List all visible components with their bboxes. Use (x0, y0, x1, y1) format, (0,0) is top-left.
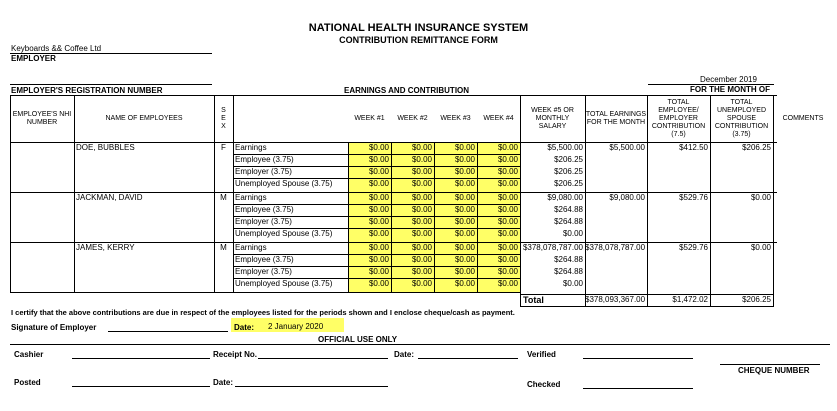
employee-name: JAMES, KERRY (76, 243, 135, 252)
week-cell[interactable]: $0.00 (497, 217, 518, 226)
verified-line[interactable] (583, 358, 693, 359)
row-label: Earnings (235, 243, 267, 252)
week5-cell[interactable]: $264.88 (554, 217, 583, 226)
week-cell[interactable]: $0.00 (411, 205, 432, 214)
week-cell[interactable]: $0.00 (497, 143, 518, 152)
col-total-earnings: TOTAL EARNINGS FOR THE MONTH (585, 111, 647, 126)
week5-cell[interactable]: $206.25 (554, 167, 583, 176)
cashier-label: Cashier (14, 350, 44, 359)
week-cell[interactable]: $0.00 (411, 255, 432, 264)
total-earnings-cell: $5,500.00 (609, 143, 645, 152)
week-cell[interactable]: $0.00 (368, 217, 389, 226)
week-cell[interactable]: $0.00 (368, 143, 389, 152)
reg-underline (10, 84, 212, 85)
total-contrib-cell: $412.50 (679, 143, 708, 152)
date-label: Date: (234, 323, 255, 332)
week5-cell[interactable]: $264.88 (554, 267, 583, 276)
week-cell[interactable]: $0.00 (368, 267, 389, 276)
row-label: Employee (3.75) (235, 155, 294, 164)
signature-line[interactable] (108, 331, 228, 332)
week-cell[interactable]: $0.00 (454, 267, 475, 276)
receipt-line[interactable] (258, 358, 388, 359)
period-label: FOR THE MONTH OF (690, 85, 770, 94)
employee-name: JACKMAN, DAVID (76, 193, 143, 202)
week-cell[interactable]: $0.00 (454, 229, 475, 238)
week-cell[interactable]: $0.00 (454, 243, 475, 252)
week-cell[interactable]: $0.00 (368, 229, 389, 238)
employee-sex: M (220, 243, 227, 252)
total-contrib-cell: $529.76 (679, 193, 708, 202)
week-cell[interactable]: $0.00 (497, 243, 518, 252)
week-cell[interactable]: $0.00 (454, 279, 475, 288)
row-label: Unemployed Spouse (3.75) (235, 179, 333, 188)
week-cell[interactable]: $0.00 (368, 205, 389, 214)
row-label: Earnings (235, 193, 267, 202)
col-sex: S E X (221, 107, 226, 130)
employee-sex: F (221, 143, 226, 152)
week-cell[interactable]: $0.00 (411, 279, 432, 288)
week5-cell[interactable]: $206.25 (554, 179, 583, 188)
week5-cell[interactable]: $264.88 (554, 255, 583, 264)
week-cell[interactable]: $0.00 (454, 155, 475, 164)
checked-line[interactable] (583, 388, 693, 389)
posted-label: Posted (14, 378, 41, 387)
week-cell[interactable]: $0.00 (368, 155, 389, 164)
week-cell[interactable]: $0.00 (454, 255, 475, 264)
employee-sex: M (220, 193, 227, 202)
checked-label: Checked (527, 380, 561, 389)
posted-line[interactable] (72, 386, 210, 387)
form-subtitle: CONTRIBUTION REMITTANCE FORM (339, 35, 498, 45)
receipt-label: Receipt No. (213, 350, 258, 359)
official-date-line[interactable] (418, 358, 518, 359)
row-label: Employee (3.75) (235, 205, 294, 214)
week-cell[interactable]: $0.00 (454, 179, 475, 188)
col-unemployed: TOTAL UNEMPLOYED SPOUSE CONTRIBUTION (3.75) (714, 99, 769, 138)
certify-text: I certify that the above contributions are due in respect of the employees listed for the periods shown and I enclose cheque/cash as payment. (11, 308, 515, 317)
week-cell[interactable]: $0.00 (497, 279, 518, 288)
unemployed-cell: $0.00 (750, 193, 771, 202)
row-label: Employer (3.75) (235, 167, 292, 176)
week-cell[interactable]: $0.00 (497, 167, 518, 176)
week-cell[interactable]: $0.00 (454, 143, 475, 152)
week-cell[interactable]: $0.00 (411, 193, 432, 202)
col-week1: WEEK #1 (354, 115, 385, 122)
cheque-line[interactable] (720, 364, 820, 365)
week-cell[interactable]: $0.00 (411, 167, 432, 176)
col-week5: WEEK #5 OR MONTHLY SALARY (531, 107, 574, 130)
week5-cell[interactable]: $264.88 (554, 205, 583, 214)
week-cell[interactable]: $0.00 (454, 167, 475, 176)
week-cell[interactable]: $0.00 (497, 267, 518, 276)
week-cell[interactable]: $0.00 (497, 255, 518, 264)
week5-cell[interactable]: $5,500.00 (547, 143, 583, 152)
employer-label: EMPLOYER (11, 54, 56, 63)
total-earnings-cell: $9,080.00 (609, 193, 645, 202)
grand-total-unemployed: $206.25 (742, 295, 771, 304)
row-label: Earnings (235, 143, 267, 152)
week-cell[interactable]: $0.00 (497, 193, 518, 202)
row-label: Employer (3.75) (235, 217, 292, 226)
reg-label: EMPLOYER'S REGISTRATION NUMBER (11, 86, 163, 95)
week-cell[interactable]: $0.00 (411, 267, 432, 276)
row-label: Unemployed Spouse (3.75) (235, 229, 333, 238)
week-cell[interactable]: $0.00 (411, 243, 432, 252)
date-value[interactable]: 2 January 2020 (268, 322, 324, 331)
row-label: Unemployed Spouse (3.75) (235, 279, 333, 288)
week-cell[interactable]: $0.00 (454, 217, 475, 226)
week-cell[interactable]: $0.00 (454, 205, 475, 214)
col-nhi: EMPLOYEE'S NHI NUMBER (12, 111, 72, 126)
week5-cell[interactable]: $0.00 (562, 229, 583, 238)
col-comments: COMMENTS (782, 115, 824, 122)
signature-label: Signature of Employer (11, 323, 97, 332)
week-cell[interactable]: $0.00 (411, 155, 432, 164)
week-cell[interactable]: $0.00 (454, 193, 475, 202)
posted-date-label: Date: (213, 378, 234, 387)
week-cell[interactable]: $0.00 (411, 229, 432, 238)
period-value: December 2019 (700, 75, 757, 84)
week-cell[interactable]: $0.00 (497, 179, 518, 188)
verified-label: Verified (527, 350, 556, 359)
week5-cell[interactable]: $0.00 (562, 279, 583, 288)
employee-name: DOE, BUBBLES (76, 143, 135, 152)
total-contrib-cell: $529.76 (679, 243, 708, 252)
earnings-label: EARNINGS AND CONTRIBUTION (344, 86, 470, 95)
week-cell[interactable]: $0.00 (368, 167, 389, 176)
employer-name: Keyboards && Coffee Ltd (11, 44, 102, 53)
week-cell[interactable]: $0.00 (411, 217, 432, 226)
cheque-number-label: CHEQUE NUMBER (738, 366, 810, 375)
unemployed-cell: $0.00 (750, 243, 771, 252)
col-name: NAME OF EMPLOYEES (105, 115, 183, 122)
week-cell[interactable]: $0.00 (368, 243, 389, 252)
official-date-label: Date: (394, 350, 415, 359)
posted-date-line[interactable] (235, 386, 388, 387)
week-cell[interactable]: $0.00 (497, 229, 518, 238)
col-week4: WEEK #4 (483, 115, 514, 122)
week5-cell[interactable]: $206.25 (554, 155, 583, 164)
week-cell[interactable]: $0.00 (497, 205, 518, 214)
grand-total-earnings: $378,093,367.00 (585, 295, 646, 304)
week5-cell[interactable]: $9,080.00 (547, 193, 583, 202)
col-week3: WEEK #3 (440, 115, 471, 122)
week-cell[interactable]: $0.00 (368, 193, 389, 202)
col-week2: WEEK #2 (397, 115, 428, 122)
official-use-label: OFFICIAL USE ONLY (318, 335, 398, 344)
week-cell[interactable]: $0.00 (368, 279, 389, 288)
form-title: NATIONAL HEALTH INSURANCE SYSTEM (308, 22, 529, 34)
total-earnings-cell: $378,078,787.00 (585, 243, 646, 252)
grand-total-contrib: $1,472.02 (672, 295, 708, 304)
week-cell[interactable]: $0.00 (368, 179, 389, 188)
week-cell[interactable]: $0.00 (411, 143, 432, 152)
total-label: Total (523, 295, 544, 305)
week-cell[interactable]: $0.00 (497, 155, 518, 164)
unemployed-cell: $206.25 (742, 143, 771, 152)
week-cell[interactable]: $0.00 (411, 179, 432, 188)
cashier-line[interactable] (72, 358, 210, 359)
week5-cell[interactable]: $378,078,787.00 (522, 243, 583, 252)
row-label: Employee (3.75) (235, 255, 294, 264)
col-total-contrib: TOTAL EMPLOYEE/ EMPLOYER CONTRIBUTION (7.5) (651, 99, 706, 138)
row-label: Employer (3.75) (235, 267, 292, 276)
week-cell[interactable]: $0.00 (368, 255, 389, 264)
